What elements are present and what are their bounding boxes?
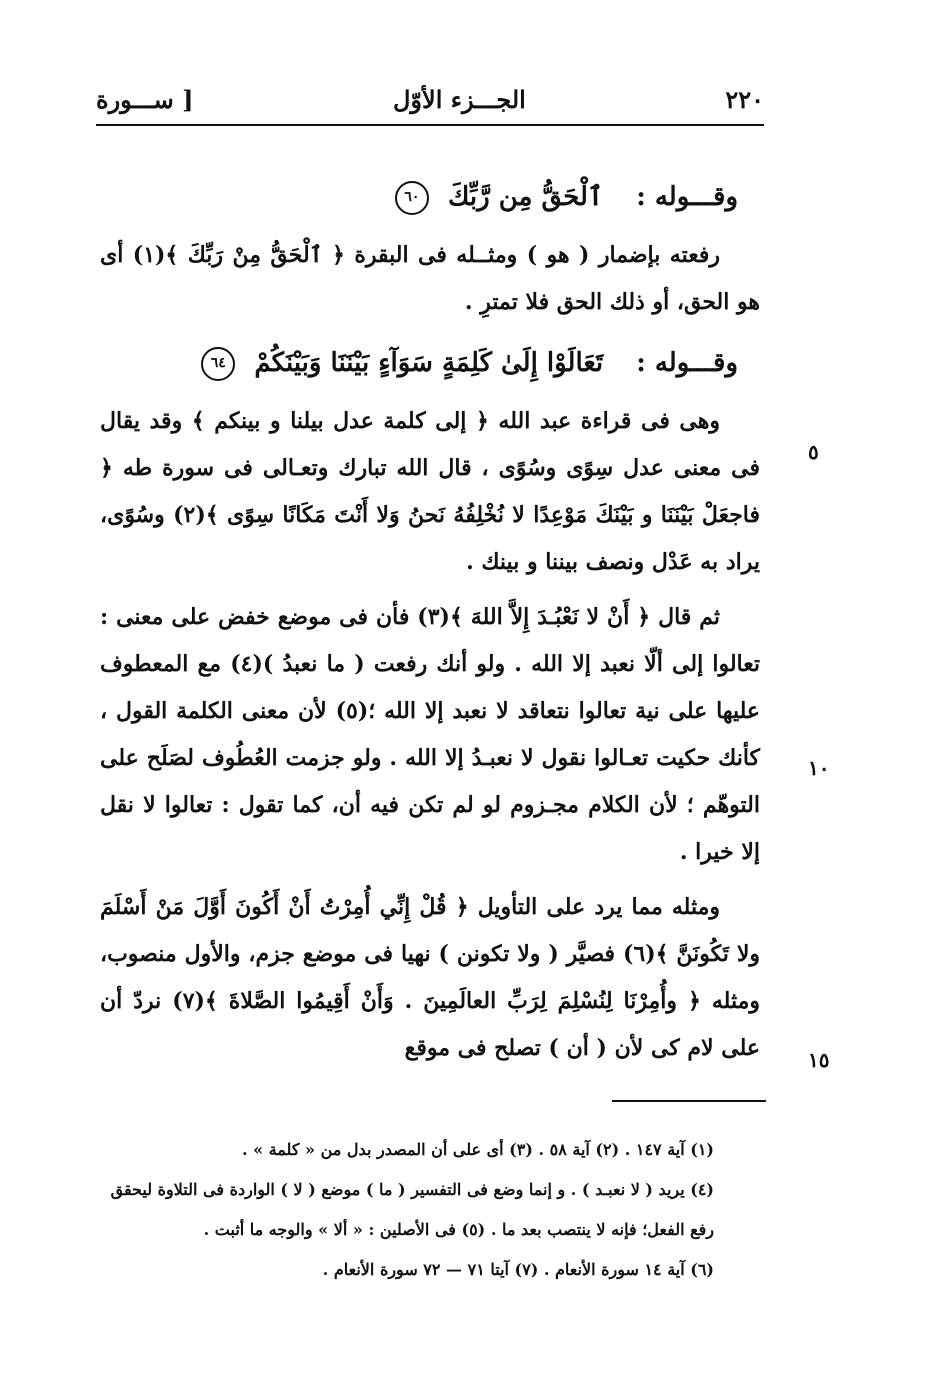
verse-heading-1: [100, 168, 738, 226]
footnotes: [100, 1130, 740, 1290]
footnote-line: (٦) آية ١٤ سورة الأنعام . (٧) آيتا ٧١ — ٧٢ سورة الأنعام .: [322, 1260, 714, 1279]
verse-number: ٦٤: [201, 347, 235, 381]
paragraph-4: ومثله مما يرد على التأويل ﴿ قُلْ إِنِّي أُمِرْتُ أَنْ أَكُونَ أَوَّلَ مَنْ أَسْلَمَ ولا تَكُونَنَّ ﴾(٦) فصيَّر ( ولا تكونن ) نهيا فى موضع جزم، والأول منصوب، ومثله ﴿ وأُمِرْنَا لِنُسْلِمَ لِرَبِّ العالَمِينَ . وَأَنْ أَقِيمُوا الصَّلاةَ ﴾(٧) نردّ أن على لام كى لأن ( أن ) تصلح فى موقع: [100, 894, 761, 1061]
footnote-line: (١) آية ١٤٧ . (٢) آية ٥٨ . (٣) أى على أن المصدر بدل من « كلمة » .: [242, 1140, 714, 1159]
verse-text: تَعَالَوْا إِلَىٰ كَلِمَةٍ سَوَآءٍ بَيْنَنَا وَبَيْنَكُمْ: [254, 348, 604, 378]
part-title: الجـــزء الأوّل: [392, 84, 526, 114]
line-marker: ١٠: [808, 756, 830, 780]
verse-number: ٦٠: [395, 181, 429, 215]
verse-heading-2: [100, 334, 738, 392]
footnote-rule: [612, 1100, 766, 1102]
footnote-line: (٤) يريد ( لا نعبـد ) . و إنما وضع فى التفسير ( ما ) موضع ( لا ) الواردة فى التلاوة ليحقق رفع الفعل؛ فإنه لا ينتصب بعد ما . (٥) فى الأصلين : « ألا » والوجه ما أثبت .: [110, 1180, 714, 1239]
paragraph-2: وهى فى قراءة عبد الله ﴿ إلى كلمة عدل بيلنا و بينكم ﴾ وقد يقال فى معنى عدل سِوًى وسُوًى ، قال الله تبارك وتعـالى فى سورة طه ﴿ فاجعَلْ بَيْنَنَا و بَيْنَكَ مَوْعِدًا لا نُخْلِفُهُ نَحنُ وَلا أَنْتَ مَكَانًا سِوًى ﴾(٢) وسُوًى، يراد به عَدْل ونصف بيننا و بينك .: [100, 408, 761, 575]
verse-lead: وقـــوله :: [636, 182, 738, 212]
page-number: ٢٢٠: [725, 84, 764, 114]
verse-lead: وقـــوله :: [636, 348, 738, 378]
main-text: [100, 168, 760, 1080]
sura-label: [ ســـورة: [96, 84, 194, 114]
paragraph-1: رفعته بإضمار ( هو ) ومثــله فى البقرة ﴿ ٱلْحَقُّ مِنْ رَبِّكَ ﴾(١) أى هو الحق، أو ذلك الحق فلا تمترِ .: [100, 242, 760, 315]
page-header: [96, 76, 764, 122]
header-rule: [96, 124, 764, 126]
verse-text: ٱلْحَقُّ مِن رَّبِّكَ: [448, 182, 604, 212]
line-marker: ١٥: [808, 1048, 830, 1072]
paragraph-3: ثم قال ﴿ أَنْ لا نَعْبُـدَ إِلاَّ اللهَ ﴾(٣) فأن فى موضع خفض على معنى : تعالوا إلى ألّا نعبد إلا الله . ولو أنك رفعت ( ما نعبدُ )(٤) مع المعطوف عليها على نية تعالوا نتعاقد لا نعبد إلا الله ؛(٥) لأن معنى الكلمة القول ، كأنك حكيت تعـالوا نقول لا نعبـدُ إلا الله . ولو جزمت العُطُوف لصَلَح على التوهّم ؛ لأن الكلام مجـزوم لو لم تكن فيه أن، كما تقول : تعالوا لا نقل إلا خيرا .: [100, 604, 760, 865]
line-marker: ٥: [808, 440, 819, 464]
